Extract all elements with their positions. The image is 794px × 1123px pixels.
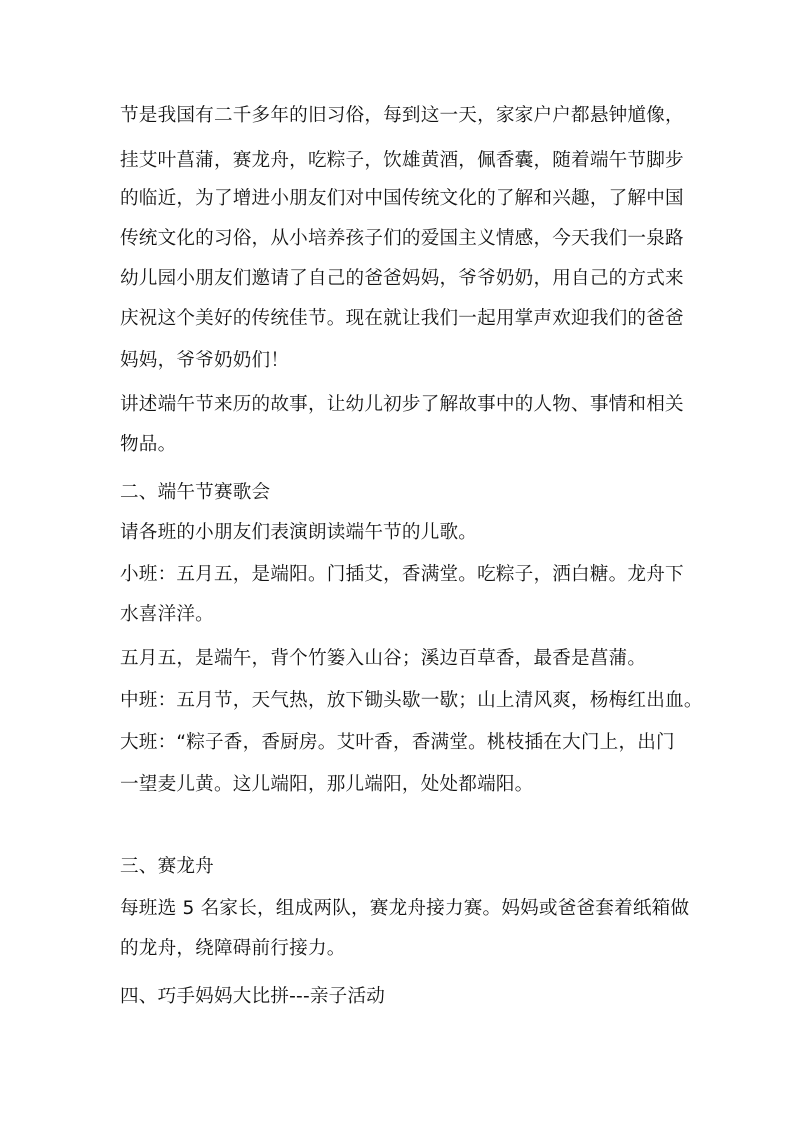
- small-class-rhyme-line-1: 小班：五月五，是端阳。门插艾，香满堂。吃粽子，洒白糖。龙舟下: [120, 564, 684, 585]
- section-2-intro: 请各班的小朋友们表演朗读端午节的儿歌。: [120, 522, 478, 543]
- paragraph-intro-line-6: 庆祝这个美好的传统佳节。现在就让我们一起用掌声欢迎我们的爸爸: [120, 308, 684, 329]
- section-3-line-2: 的龙舟，绕障碍前行接力。: [120, 938, 346, 959]
- large-class-rhyme-line-1: 大班：“粽子香，香厨房。艾叶香，香满堂。桃枝插在大门上，出门: [120, 732, 675, 753]
- middle-class-rhyme: 中班：五月节，天气热，放下锄头歇一歇；山上清风爽，杨梅红出血。: [120, 690, 703, 711]
- paragraph-intro-line-4: 传统文化的习俗，从小培养孩子们的爱国主义情感，今天我们一泉路: [120, 228, 684, 249]
- paragraph-intro-line-1: 节是我国有二千多年的旧习俗，每到这一天，家家户户都悬钟馗像，: [120, 105, 684, 126]
- section-3-line-1: 每班选 5 名家长，组成两队，赛龙舟接力赛。妈妈或爸爸套着纸箱做: [120, 898, 690, 919]
- section-heading-3: 三、赛龙舟: [120, 856, 214, 877]
- section-heading-4: 四、巧手妈妈大比拼---亲子活动: [120, 986, 386, 1007]
- story-line-2: 物品。: [120, 434, 177, 455]
- small-class-rhyme-line-2: 水喜洋洋。: [120, 604, 214, 625]
- large-class-rhyme-line-2: 一望麦儿黄。这儿端阳，那儿端阳，处处都端阳。: [120, 774, 534, 795]
- paragraph-intro-line-3: 的临近，为了增进小朋友们对中国传统文化的了解和兴趣，了解中国: [120, 188, 684, 209]
- paragraph-intro-line-5: 幼儿园小朋友们邀请了自己的爸爸妈妈，爷爷奶奶，用自己的方式来: [120, 268, 684, 289]
- section-heading-2: 二、端午节赛歌会: [120, 482, 271, 503]
- paragraph-intro-line-2: 挂艾叶菖蒲，赛龙舟，吃粽子，饮雄黄酒，佩香囊，随着端午节脚步: [120, 150, 684, 171]
- paragraph-intro-line-7: 妈妈，爷爷奶奶们！: [120, 350, 290, 371]
- rhyme-line: 五月五，是端午，背个竹篓入山谷；溪边百草香，最香是菖蒲。: [120, 648, 647, 669]
- story-line-1: 讲述端午节来历的故事，让幼儿初步了解故事中的人物、事情和相关: [120, 394, 684, 415]
